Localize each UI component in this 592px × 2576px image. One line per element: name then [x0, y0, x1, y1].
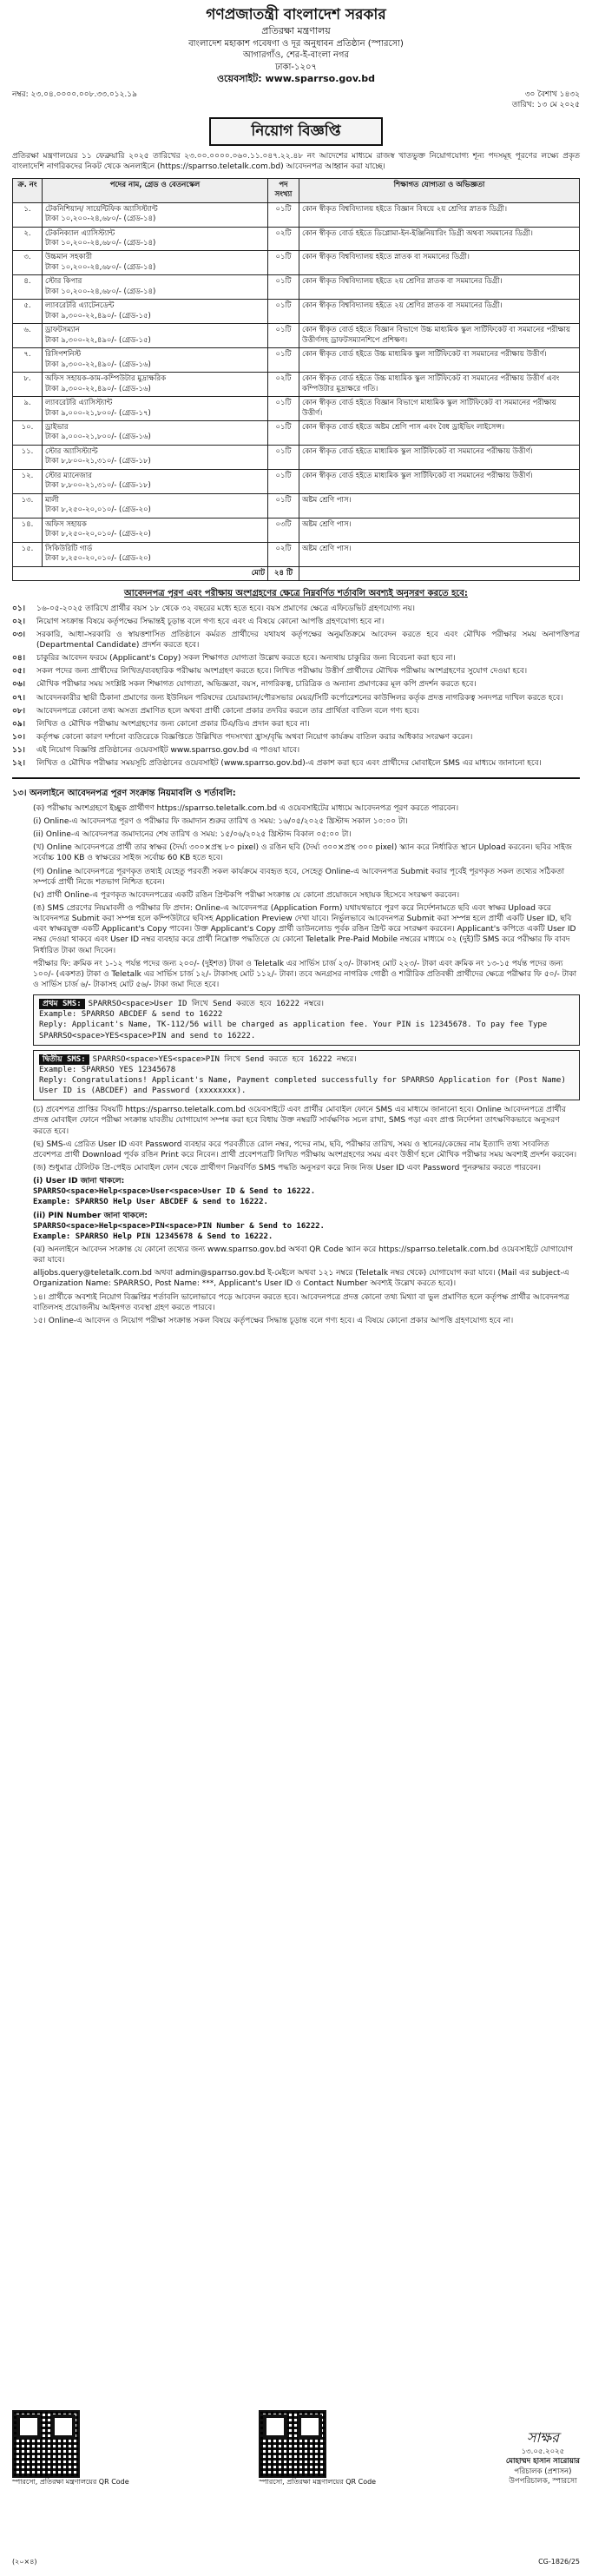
row-count: ০১টি: [268, 421, 299, 446]
row-sl: ৭.: [13, 348, 43, 373]
row-post: [43, 518, 268, 542]
qr-code-icon: [12, 2410, 80, 2478]
row-count: ০১টি: [268, 348, 299, 373]
row-post: [43, 202, 268, 227]
sms-second-tag: দ্বিতীয় SMS:: [39, 1054, 89, 1065]
row-post: [43, 251, 268, 275]
online-item: (ক) পরীক্ষায় অংশগ্রহণে ইচ্ছুক প্রার্থীগণ https://sparrso.teletalk.com.bd এ ওয়েবসাইটের মাধ্যমে আবেদনপত্র পূরণ করতে পারবেন।: [33, 803, 459, 813]
row-pay-scale: টাকা ৮,৮০০-২১,৩১০/- (গ্রেড-১৮): [45, 481, 151, 491]
online-after-item: (ছ) SMS-এ প্রেরিত User ID এবং Password ব্যবহার করে পরবর্তীতে রোল নম্বর, পদের নাম, ছবি, পরীক্ষার তারিখ, সময় ও স্থানের/কেন্দ্রের নাম ইত্যাদি তথ্য সংবলিত প্রবেশপত্র প্রার্থী Download পূর্বক রঙিন Print করে নিবেন। প্রার্থী প্রবেশপত্রটি লিখিত পরীক্ষায় অংশগ্রহণের সময় এবং উত্তীর্ণ হলে মৌখিক পরীক্ষার সময় অবশ্যই প্রদর্শন করবেন।: [33, 1139, 577, 1159]
row-count: ০৩টি: [268, 518, 299, 542]
reference-line: [12, 89, 580, 110]
row-pay-scale: টাকা ৯,০০০-২১,৮০০/- (গ্রেড-১৭): [45, 408, 151, 418]
contact-item: ১৪। প্রার্থীকে অবশ্যই নিয়োগ বিজ্ঞপ্তির শর্তাবলি ভালোভাবে পড়ে আবেদন করতে হবে। আবেদনপত্রে প্রদত্ত কোনো তথ্য মিথ্যা বা ভুল প্রমাণিত হলে কর্তৃপক্ষ প্রার্থীর আবেদনপত্র বাতিলসহ প্রয়োজনীয় আইনগত ব্যবস্থা গ্রহণ করতে পারবে।: [33, 1292, 569, 1312]
recover-pin-cmd: SPARRSO<space>Help<space>PIN<space>PIN Number & Send to 16222.: [33, 1221, 325, 1231]
qr-mid-block: [259, 2410, 376, 2487]
contact-item: ১৫। Online-এ আবেদন ও নিয়োগ পরীক্ষা সংক্রান্ত সকল বিষয়ে কর্তৃপক্ষের সিদ্ধান্ত চূড়ান্ত বলে গণ্য হবে। এ বিষয়ে কোনো প্রকার আপত্তি গ্রহণযোগ্য হবে না।: [33, 1316, 514, 1325]
rule-text: মৌখিক পরীক্ষার সময় সংশ্লিষ্ট সকল শিক্ষাগত যোগ্যতা, অভিজ্ঞতা, বয়স, নাগরিকত্ব, চারিত্রিক ও অন্যান্য প্রমাণকের মূল কপি প্রদর্শন করতে হবে।: [36, 680, 477, 690]
row-qualification: কোন স্বীকৃত বোর্ড হইতে বিজ্ঞান বিভাগে উচ্চ মাধ্যমিক স্কুল সার্টিফিকেট বা সমমানের পরীক্ষায় উত্তীর্ণসহ ড্রাফটসম্যানশিপে প্রশিক্ষণ।: [299, 324, 580, 348]
online-item: (i) Online-এ আবেদনপত্র পূরণ ও পরীক্ষার ফি জমাদান শুরুর তারিখ ও সময়: ১৬/০৫/২০২৫ খ্রিস্টাব্দ সকাল ১০:০০ টা।: [33, 817, 408, 827]
qr-mid-caption: স্পারসো, প্রতিরক্ষা মন্ত্রণালয়ের QR Code: [259, 2478, 377, 2486]
row-sl: ১৩.: [13, 493, 43, 518]
row-post: [43, 421, 268, 446]
footer-left: (২০×৪): [12, 2558, 37, 2566]
row-qualification: কোন স্বীকৃত বিশ্ববিদ্যালয় হইতে বিজ্ঞান বিষয়ে ২য় শ্রেণির স্নাতক ডিগ্রী।: [299, 202, 580, 227]
row-pay-scale: টাকা ১০,২০০-২৪,৬৮০/- (গ্রেড-১৪): [45, 262, 156, 272]
row-post-name: ল্যাবরেটরি এ্যাসিস্ট্যান্ট: [45, 399, 113, 408]
row-post: [43, 324, 268, 348]
row-qualification: কোন স্বীকৃত বিশ্ববিদ্যালয় হইতে ২য় শ্রেণির স্নাতক বা সমমানের ডিগ্রী।: [299, 300, 580, 324]
rule-number: ০১।: [12, 604, 25, 613]
rules-list: [12, 604, 580, 769]
rule-number: ০৬।: [12, 680, 25, 690]
online-item: পরীক্ষার ফি: ক্রমিক নং ১-১২ পর্যন্ত পদের জন্য ২০০/- (দুইশত) টাকা ও Teletalk এর সার্ভিস চার্জ ২৩/- টাকাসহ মোট ২২৩/- টাকা এবং ক্রমিক নং ১৩-১৫ পর্যন্ত পদের জন্য ১০০/- (একশত) টাকা ও Teletalk এর সার্ভিস চার্জ ১২/- টাকাসহ মোট ১১২/- টাকা। তবে অনগ্রসর নাগরিক গোষ্ঠী ও শারীরিক প্রতিবন্ধী প্রার্থীদের ক্ষেত্রে পরীক্ষার ফি ৫০/- টাকা ও সার্ভিস চার্জ ৬/- টাকাসহ মোট ৫৬/- টাকা জমা দিতে হবে।: [33, 959, 577, 990]
row-sl: ৪.: [13, 275, 43, 300]
rule-text: আবেদনকারীর স্থায়ী ঠিকানা প্রমাণের জন্য ইউনিয়ন পরিষদের চেয়ারম্যান/পৌরসভার মেয়র/সিটি কর্পোরেশনের কাউন্সিলর কর্তৃক প্রদত্ত নাগরিকত্ব সনদপত্র দাখিল করতে হবে।: [36, 693, 563, 703]
sms-first-reply: Reply: Applicant's Name, TK-112/56 will be charged as application fee. Your PIN is 12345678. To pay fee Type SPARRSO<space>YES<space>PIN and send to 16222.: [39, 1020, 548, 1040]
rule-number: ০৭।: [12, 693, 25, 703]
row-qualification: অষ্টম শ্রেণি পাস।: [299, 542, 580, 566]
online-item: (খ) Online আবেদনপত্রে প্রার্থী তার স্বাক্ষর (দৈর্ঘ্য ৩০০×প্রস্থ ৮০ pixel) ও রঙিন ছবি (দৈর্ঘ্য ৩০০×প্রস্থ ৩০০ pixel) স্ক্যান করে নির্ধারিত স্থানে Upload করবেন। ছবির সাইজ সর্বোচ্চ 100 KB ও স্বাক্ষরের সাইজ সর্বোচ্চ 60 KB হতে হবে।: [33, 843, 572, 863]
row-post-name: অফিস সহায়ক: [45, 519, 87, 529]
total-count: ২৪ টি: [268, 566, 299, 580]
row-post-name: স্টোর কিপার: [45, 277, 82, 287]
gov-name: গণপ্রজাতন্ত্রী বাংলাদেশ সরকার: [206, 6, 386, 23]
row-pay-scale: টাকা ৮,২৫০-২০,০১০/- (গ্রেড-২০): [45, 505, 151, 515]
table-row: [13, 300, 580, 324]
recover-user-cmd: SPARRSO<space>Help<space>User<space>User ID & Send to 16222.: [33, 1187, 316, 1197]
row-post-name: মালী: [45, 495, 59, 505]
row-qualification: কোন স্বীকৃত বোর্ড হইতে মাধ্যমিক স্কুল সার্টিফিকেট বা সমমানের পরীক্ষায় উত্তীর্ণ।: [299, 469, 580, 493]
row-post-name: ড্রাফটসম্যান: [45, 326, 80, 335]
table-row: [13, 324, 580, 348]
row-qualification: কোন স্বীকৃত বোর্ড হইতে বিজ্ঞান বিভাগে মাধ্যমিক স্কুল সার্টিফিকেট বা সমমানের পরীক্ষায় উত্তীর্ণ।: [299, 397, 580, 421]
table-header-row: [13, 178, 580, 202]
contact-item: (ঝ) অনলাইনে আবেদন সংক্রান্ত যে কোনো তথ্যের জন্য www.sparrso.gov.bd অথবা QR Code স্ক্যান করে https://sparrso.teletalk.com.bd ওয়েবসাইটে যোগাযোগ করা যাবে।: [33, 1245, 573, 1265]
org-website: ওয়েবসাইট: www.sparrso.gov.bd: [216, 73, 376, 85]
row-sl: ১১.: [13, 445, 43, 469]
rule-item: [12, 617, 580, 627]
bottom-area: [12, 2410, 580, 2487]
row-sl: ৬.: [13, 324, 43, 348]
online-item: (ঙ) SMS প্রেরণের নিয়মাবলী ও পরীক্ষার ফি প্রদান: Online-এ আবেদনপত্র (Application Form) যথাযথভাবে পূরণ করে নির্দেশনামতে ছবি এবং স্বাক্ষর Upload করে আবেদনপত্র Submit করা সম্পন্ন হলে কম্পিউটারে ছবিসহ Application Preview দেখা যাবে। নির্ভুলভাবে আবেদনপত্র Submit করা সম্পন্ন হলে প্রার্থী একটি User ID, ছবি এবং স্বাক্ষরযুক্ত একটি Applicant's Copy পাবেন। উক্ত Applicant's Copy প্রার্থী ডাউনলোড পূর্বক রঙিন প্রিন্ট করে সংরক্ষণ করবেন। Applicant's কপিতে একটি User ID নম্বর দেওয়া থাকবে এবং User ID নম্বর ব্যবহার করে প্রার্থী নিম্নোক্ত পদ্ধতিতে যে কোনো Teletalk Pre-Paid Mobile নম্বরের মাধ্যমে ০২ (দুই)টি SMS করে পরীক্ষার ফি বাবদ নির্ধারিত টাকা জমা দিবেন।: [33, 904, 576, 955]
row-pay-scale: টাকা ৯,৩০০-২২,৪৯০/- (গ্রেড-১৬): [45, 384, 151, 393]
footer-right: CG-1826/25: [538, 2558, 580, 2566]
signatory-name: মোহাম্মদ হাসান সারোয়ার: [505, 2457, 580, 2467]
qr-left-caption: স্পারসো, প্রতিরক্ষা মন্ত্রণালয়ের QR Code: [12, 2478, 129, 2486]
rule-item: [12, 666, 580, 677]
intro-paragraph: প্রতিরক্ষা মন্ত্রণালয়ের ১১ ফেব্রুয়ারি ২০২৫ তারিখের ২৩.০০.০০০০.০৬০.১১.০৪৭.২২.৪৮ নং আদেশের মাধ্যমে রাজস্ব খাতভুক্ত নিয়োগযোগ্য শূন্য পদসমূহ পূরণের লক্ষ্যে প্রকৃত বাংলাদেশি নাগরিকদের নিকট থেকে অনলাইনে (https://sparrso.teletalk.com.bd) আবেদনপত্র আহ্বান করা যাচ্ছে।: [12, 152, 580, 172]
rules-title: আবেদনপত্র পূরণ এবং পরীক্ষায় অংশগ্রহণের ক্ষেত্রে নিম্নবর্ণিত শর্তাবলি অবশ্যই অনুসরণ করতে হবে:: [124, 589, 468, 599]
sms-first-body: SPARRSO<space>User ID লিখে Send করতে হবে 16222 নম্বরে।: [88, 1000, 324, 1009]
col-count: পদ সংখ্যা: [268, 178, 299, 202]
notice-title: নিয়োগ বিজ্ঞপ্তি: [209, 117, 383, 146]
rule-item: [12, 758, 580, 769]
online-item: (ii) Online-এ আবেদনপত্র জমাদানের শেষ তারিখ ও সময়: ১৫/০৬/২০২৫ খ্রিস্টাব্দ বিকাল ০৫:০০ টা।: [33, 830, 352, 840]
row-sl: ২.: [13, 227, 43, 251]
contact-items: [12, 1245, 580, 1326]
rule-item: [12, 693, 580, 703]
row-count: ০২টি: [268, 542, 299, 566]
rule-item: [12, 719, 580, 730]
sms-first-example: Example: SPARRSO ABCDEF & send to 16222: [39, 1010, 223, 1020]
org-city: ঢাকা-১২০৭: [274, 62, 318, 72]
row-qualification: কোন স্বীকৃত বিশ্ববিদ্যালয় হইতে ২য় শ্রেণির স্নাতক বা সমমানের ডিগ্রী।: [299, 275, 580, 300]
row-post: [43, 227, 268, 251]
qr-code-icon: [259, 2410, 326, 2478]
row-count: ০১টি: [268, 397, 299, 421]
recover-user-block: [12, 1176, 580, 1207]
org-name: বাংলাদেশ মহাকাশ গবেষণা ও দূর অনুধাবন প্রতিষ্ঠান (স্পারসো): [188, 38, 404, 49]
row-pay-scale: টাকা ৯,৩০০-২২,৪৯০/- (গ্রেড-১৫): [45, 311, 151, 320]
recover-pin-example: Example: SPARRSO Help PIN 12345678 & Send to 16222.: [33, 1232, 273, 1241]
sms-second-box: [33, 1050, 580, 1101]
row-post-name: স্টোর অ্যাসিস্ট্যান্ট: [45, 446, 98, 456]
row-pay-scale: টাকা ৮,৮০০-২১,৩১০/- (গ্রেড-১৮): [45, 457, 151, 466]
row-post: [43, 493, 268, 518]
rule-item: [12, 706, 580, 717]
sms-second-reply: Reply: Congratulations! Applicant's Name, Payment completed successfully for SPARRSO Application for (Post Name) User ID is (ABCDEF) and Password (xxxxxxxx).: [39, 1076, 566, 1096]
section-divider: [12, 777, 580, 779]
rule-text: এই নিয়োগ বিজ্ঞপ্তি প্রতিষ্ঠানের ওয়েবসাইট www.sparrso.gov.bd এ পাওয়া যাবে।: [36, 746, 300, 756]
table-row: [13, 542, 580, 566]
row-sl: ৫.: [13, 300, 43, 324]
row-post: [43, 300, 268, 324]
row-post-name: ল্যাবরেটরি এ্যাটেনডেন্ট: [45, 301, 115, 311]
rule-item: [12, 630, 580, 651]
row-post: [43, 373, 268, 397]
row-sl: ১৪.: [13, 518, 43, 542]
header: [12, 0, 580, 86]
row-qualification: অষ্টম শ্রেণি পাস।: [299, 493, 580, 518]
row-qualification: কোন স্বীকৃত বোর্ড হইতে ডিপ্লোমা-ইন-ইঞ্জিনিয়ারিং ডিগ্রী অথবা সমমানের ডিগ্রী।: [299, 227, 580, 251]
rule-text: লিখিত ও মৌখিক পরীক্ষায় অংশগ্রহণের জন্য কোনো প্রকার টিএ/ডিএ প্রদান করা হবে না।: [36, 719, 310, 729]
ministry-name: প্রতিরক্ষা মন্ত্রণালয়: [261, 24, 331, 36]
online-items: [12, 803, 580, 990]
row-sl: ৮.: [13, 373, 43, 397]
rule-item: [12, 679, 580, 690]
row-qualification: কোন স্বীকৃত বোর্ড হইতে অষ্টম শ্রেণি পাস এবং বৈধ ড্রাইভিং লাইসেন্স।: [299, 421, 580, 446]
table-row: [13, 227, 580, 251]
row-post-name: সিকিউরিটি গার্ড: [45, 544, 93, 553]
row-pay-scale: টাকা ৯,৩০০-২২,৪৯০/- (গ্রেড-১৬): [45, 360, 151, 369]
table-row: [13, 518, 580, 542]
sms-second-body: SPARRSO<space>YES<space>PIN লিখে Send করতে হবে 16222 নম্বরে।: [92, 1054, 357, 1064]
row-post: [43, 445, 268, 469]
row-sl: ১৫.: [13, 542, 43, 566]
rule-number: ১১।: [12, 746, 25, 756]
rule-text: লিখিত ও মৌখিক পরীক্ষার সময়সূচি প্রতিষ্ঠানের ওয়েবসাইট (www.sparrso.gov.bd)-এ প্রকাশ করা হবে এবং প্রার্থীদের মোবাইলে SMS এর মাধ্যমে জানানো হবে।: [36, 759, 542, 769]
table-row: [13, 397, 580, 421]
after-items: [12, 1105, 580, 1173]
rule-item: [12, 604, 580, 614]
row-count: ০১টি: [268, 251, 299, 275]
online-title: ১৩। অনলাইনে আবেদনপত্র পূরণ সংক্রান্ত নিয়মাবলি ও শর্তাবলি:: [12, 789, 236, 799]
row-count: ০১টি: [268, 469, 299, 493]
footer: [12, 2558, 580, 2567]
table-row: [13, 202, 580, 227]
row-count: ০১টি: [268, 202, 299, 227]
date-label: তারিখ:: [511, 101, 535, 110]
row-post-name: স্টোর ম্যানেজার: [45, 471, 92, 480]
row-pay-scale: টাকা ১০,২০০-২৪,৬৮০/- (গ্রেড-১৪): [45, 238, 156, 248]
sms-first-box: [33, 994, 580, 1046]
row-pay-scale: টাকা ৮,২৫০-২০,০১০/- (গ্রেড-২০): [45, 530, 151, 539]
row-post-name: টেকনিক্যাল এ্যাসিস্ট্যান্ট: [45, 228, 115, 238]
memo-number: নম্বর: ২৩.০৪.০০০০.০০৮.৩৩.০১২.১৯: [12, 90, 137, 100]
table-row: [13, 445, 580, 469]
rule-item: [12, 732, 580, 743]
col-qual: শিক্ষাগত যোগ্যতা ও অভিজ্ঞতা: [299, 178, 580, 202]
posts-table: [12, 178, 580, 581]
signature-scribble: সাক্ষর: [526, 2429, 559, 2447]
table-row: [13, 421, 580, 446]
row-post-name: অফিস সহায়ক-কাম-কম্পিউটার মুদ্রাক্ষরিক: [45, 374, 167, 384]
row-post-name: রিসিপশনিস্ট: [45, 350, 82, 360]
row-count: ০১টি: [268, 275, 299, 300]
signatory-org: উপপরিচালক, স্পারসো: [509, 2477, 577, 2487]
row-sl: ১০.: [13, 421, 43, 446]
date-bn: ৩০ বৈশাখ ১৪৩২: [524, 90, 580, 100]
rule-text: সকল পদের জন্য প্রার্থীদের লিখিত/ব্যবহারিক পরীক্ষায় অংশগ্রহণ করতে হবে। লিখিত পরীক্ষায় উত্তীর্ণ প্রার্থীদের মৌখিক পরীক্ষায় অংশগ্রহণের সুযোগ দেওয়া হবে।: [36, 667, 528, 677]
row-post: [43, 275, 268, 300]
signature-block: [506, 2428, 580, 2487]
row-post-name: টেকনিশিয়ান/ সায়েন্টিফিক অ্যাসিস্ট্যান্ট: [45, 204, 158, 214]
row-pay-scale: টাকা ৯,০০০-২১,৮০০/- (গ্রেড-১৬): [45, 433, 151, 442]
rule-text: ১৬-০৫-২০২৫ তারিখে প্রার্থীর বয়স ১৮ থেকে ৩২ বছরের মধ্যে হতে হবে। বয়স প্রমাণের ক্ষেত্রে এফিডেভিট গ্রহণযোগ্য নয়।: [36, 604, 416, 613]
recover-user-label: (i) User ID জানা থাকলে:: [33, 1177, 125, 1186]
row-sl: ১২.: [13, 469, 43, 493]
org-address: আগারগাঁও, শের-ই-বাংলা নগর: [242, 50, 349, 61]
recover-user-example: Example: SPARRSO Help User ABCDEF & send to 16222.: [33, 1198, 268, 1207]
rule-text: নিয়োগ সংক্রান্ত বিষয়ে কর্তৃপক্ষের সিদ্ধান্তই চূড়ান্ত বলে গণ্য হবে এবং এ বিষয়ে কোনো আপত্তি গ্রহণযোগ্য হবে না।: [36, 617, 385, 626]
row-count: ০১টি: [268, 493, 299, 518]
rule-number: ০৮।: [12, 706, 25, 716]
rule-text: কর্তৃপক্ষ কোনো কারণ দর্শানো ব্যতিরেকে বিজ্ঞপ্তিতে উল্লিখিত পদসংখ্যা হ্রাস/বৃদ্ধি অথবা নিয়োগ কার্যক্রম বাতিল করার অধিকার সংরক্ষণ করেন।: [36, 733, 473, 742]
signatory-title: পরিচালক (প্রশাসন): [514, 2467, 572, 2476]
rule-number: ১০।: [12, 733, 25, 742]
row-pay-scale: টাকা ৮,২৫০-২০,০১০/- (গ্রেড-২০): [45, 554, 151, 564]
row-qualification: কোন স্বীকৃত বোর্ড হইতে উচ্চ মাধ্যমিক স্কুল সার্টিফিকেট বা সমমানের পরীক্ষায় উত্তীর্ণ।: [299, 348, 580, 373]
row-post: [43, 397, 268, 421]
row-post: [43, 542, 268, 566]
rule-number: ০৯।: [12, 719, 25, 729]
row-post: [43, 469, 268, 493]
row-count: ০১টি: [268, 445, 299, 469]
row-qualification: কোন স্বীকৃত বিশ্ববিদ্যালয় হইতে স্নাতক বা সমমানের ডিগ্রী।: [299, 251, 580, 275]
date-en: ১৩ মে ২০২৫: [536, 101, 580, 110]
row-post-name: উচ্চমান সহকারী: [45, 253, 93, 262]
col-name: পদের নাম, গ্রেড ও বেতনস্কেল: [43, 178, 268, 202]
row-pay-scale: টাকা ৯,৩০০-২২,৪৯০/- (গ্রেড-১৫): [45, 335, 151, 345]
online-item: (ঘ) প্রার্থী Online-এ পূরণকৃত আবেদনপত্রের একটি রঙিন প্রিন্টকপি পরীক্ষা সংক্রান্ত যে কোনো প্রয়োজনে সহায়ক হিসেবে সংরক্ষণ করবেন।: [33, 890, 460, 900]
row-sl: ৯.: [13, 397, 43, 421]
row-qualification: কোন স্বীকৃত বোর্ড হইতে উচ্চ মাধ্যমিক স্কুল সার্টিফিকেট বা সমমানের পরীক্ষায় উত্তীর্ণ এবং কম্পিউটার মুদ্রাক্ষরে গতি।: [299, 373, 580, 397]
rule-number: ০২।: [12, 617, 25, 626]
rule-text: আবেদনপত্রে কোনো তথ্য অসত্য প্রমাণিত হলে অথবা প্রার্থী কোনো প্রকার তদবির করলে তার প্রার্থিতা বাতিল বলে গণ্য হবে।: [36, 706, 419, 716]
rule-text: চাকুরির আবেদন ফরমে (Applicant's Copy) সকল শিক্ষাগত যোগ্যতা উল্লেখ করতে হবে। অন্যথায় চাকুরির জন্য বিবেচনা করা হবে না।: [36, 654, 456, 664]
recover-pin-label: (ii) PIN Number জানা থাকলে:: [33, 1211, 148, 1220]
table-row: [13, 493, 580, 518]
sms-first-tag: প্রথম SMS:: [39, 999, 85, 1009]
contact-item: alljobs.query@teletalk.com.bd অথবা admin@sparrso.gov.bd ই-মেইলে অথবা ১২১ নম্বরে (Teletalk নম্বর থেকে) যোগাযোগ করা যাবে। (Mail এর subject-এ Organization Name: SPARRSO, Post Name: ***, Applicant's User ID ও Contact Number অবশ্যই উল্লেখ করতে হবে)।: [33, 1269, 569, 1289]
rule-number: ০৩।: [12, 630, 25, 639]
rule-number: ০৪।: [12, 654, 25, 664]
row-post: [43, 348, 268, 373]
rule-text: সরকারি, আধা-সরকারি ও স্বায়ত্তশাসিত প্রতিষ্ঠানে কর্মরত প্রার্থীদের যথাযথ কর্তৃপক্ষের অনুমতিক্রমে আবেদন করতে হবে এবং মৌখিক পরীক্ষার সময় অনাপত্তিপত্র (Departmental Candidate) প্রদর্শন করতে হবে।: [36, 630, 580, 651]
row-sl: ৩.: [13, 251, 43, 275]
row-pay-scale: টাকা ১০,২০০-২৪,৬৮০/- (গ্রেড-১৪): [45, 287, 156, 296]
recover-pin-block: [12, 1211, 580, 1242]
row-sl: ১.: [13, 202, 43, 227]
row-pay-scale: টাকা ১০,২০০-২৪,৬৮০/- (গ্রেড-১৪): [45, 215, 156, 224]
row-qualification: অষ্টম শ্রেণি পাস।: [299, 518, 580, 542]
signature-date: ১৩.০৫.২০২৫: [521, 2447, 565, 2456]
total-row: [13, 566, 580, 580]
rule-number: ১২।: [12, 759, 25, 769]
row-count: ০১টি: [268, 324, 299, 348]
rule-number: ০৫।: [12, 667, 25, 677]
table-row: [13, 348, 580, 373]
total-label: মোট: [13, 566, 268, 580]
row-count: ০২টি: [268, 373, 299, 397]
row-count: ০২টি: [268, 227, 299, 251]
row-count: ০১টি: [268, 300, 299, 324]
table-row: [13, 275, 580, 300]
date-block: [512, 89, 580, 110]
rule-item: [12, 653, 580, 664]
sms-second-example: Example: SPARRSO YES 12345678: [39, 1065, 176, 1074]
online-after-item: (জ) শুধুমাত্র টেলিটক প্রি-পেইড মোবাইল ফোন থেকে প্রার্থীগণ নিম্নবর্ণিত SMS পদ্ধতি অনুসরণ করে নিজ নিজ User ID এবং Password পুনরুদ্ধার করতে পারবেন।: [33, 1164, 541, 1172]
qr-left-block: [12, 2410, 129, 2487]
online-item: (গ) Online আবেদনপত্রে পূরণকৃত তথ্যই যেহেতু পরবর্তী সকল কার্যক্রমে ব্যবহৃত হবে, সেহেতু Online-এ আবেদনপত্র Submit করার পূর্বেই পূরণকৃত সকল তথ্যের সঠিকতা সম্পর্কে প্রার্থী নিজে শতভাগ নিশ্চিত হবেন।: [33, 867, 565, 887]
table-row: [13, 373, 580, 397]
table-row: [13, 469, 580, 493]
row-post-name: ড্রাইভার: [45, 423, 69, 432]
online-after-item: (চ) প্রবেশপত্র প্রাপ্তির বিষয়টি https://sparrso.teletalk.com.bd ওয়েবসাইটে এবং প্রার্থীর মোবাইল ফোনে SMS এর মাধ্যমে জানানো হবে। Online আবেদনপত্রে প্রার্থীর প্রদত্ত মোবাইল ফোনে পরীক্ষা সংক্রান্ত যাবতীয় যোগাযোগ সম্পন্ন করা হবে বিধায় উক্ত নম্বরটি সার্বক্ষণিক সচল রাখা, SMS পড়া এবং প্রাপ্ত নির্দেশনা তাৎক্ষণিকভাবে অনুসরণ করতে হবে।: [33, 1106, 566, 1136]
col-sl: ক্র. নং: [13, 178, 43, 202]
row-qualification: কোন স্বীকৃত বোর্ড হইতে মাধ্যমিক স্কুল সার্টিফিকেট বা সমমানের পরীক্ষায় উত্তীর্ণ।: [299, 445, 580, 469]
table-row: [13, 251, 580, 275]
rule-item: [12, 745, 580, 756]
